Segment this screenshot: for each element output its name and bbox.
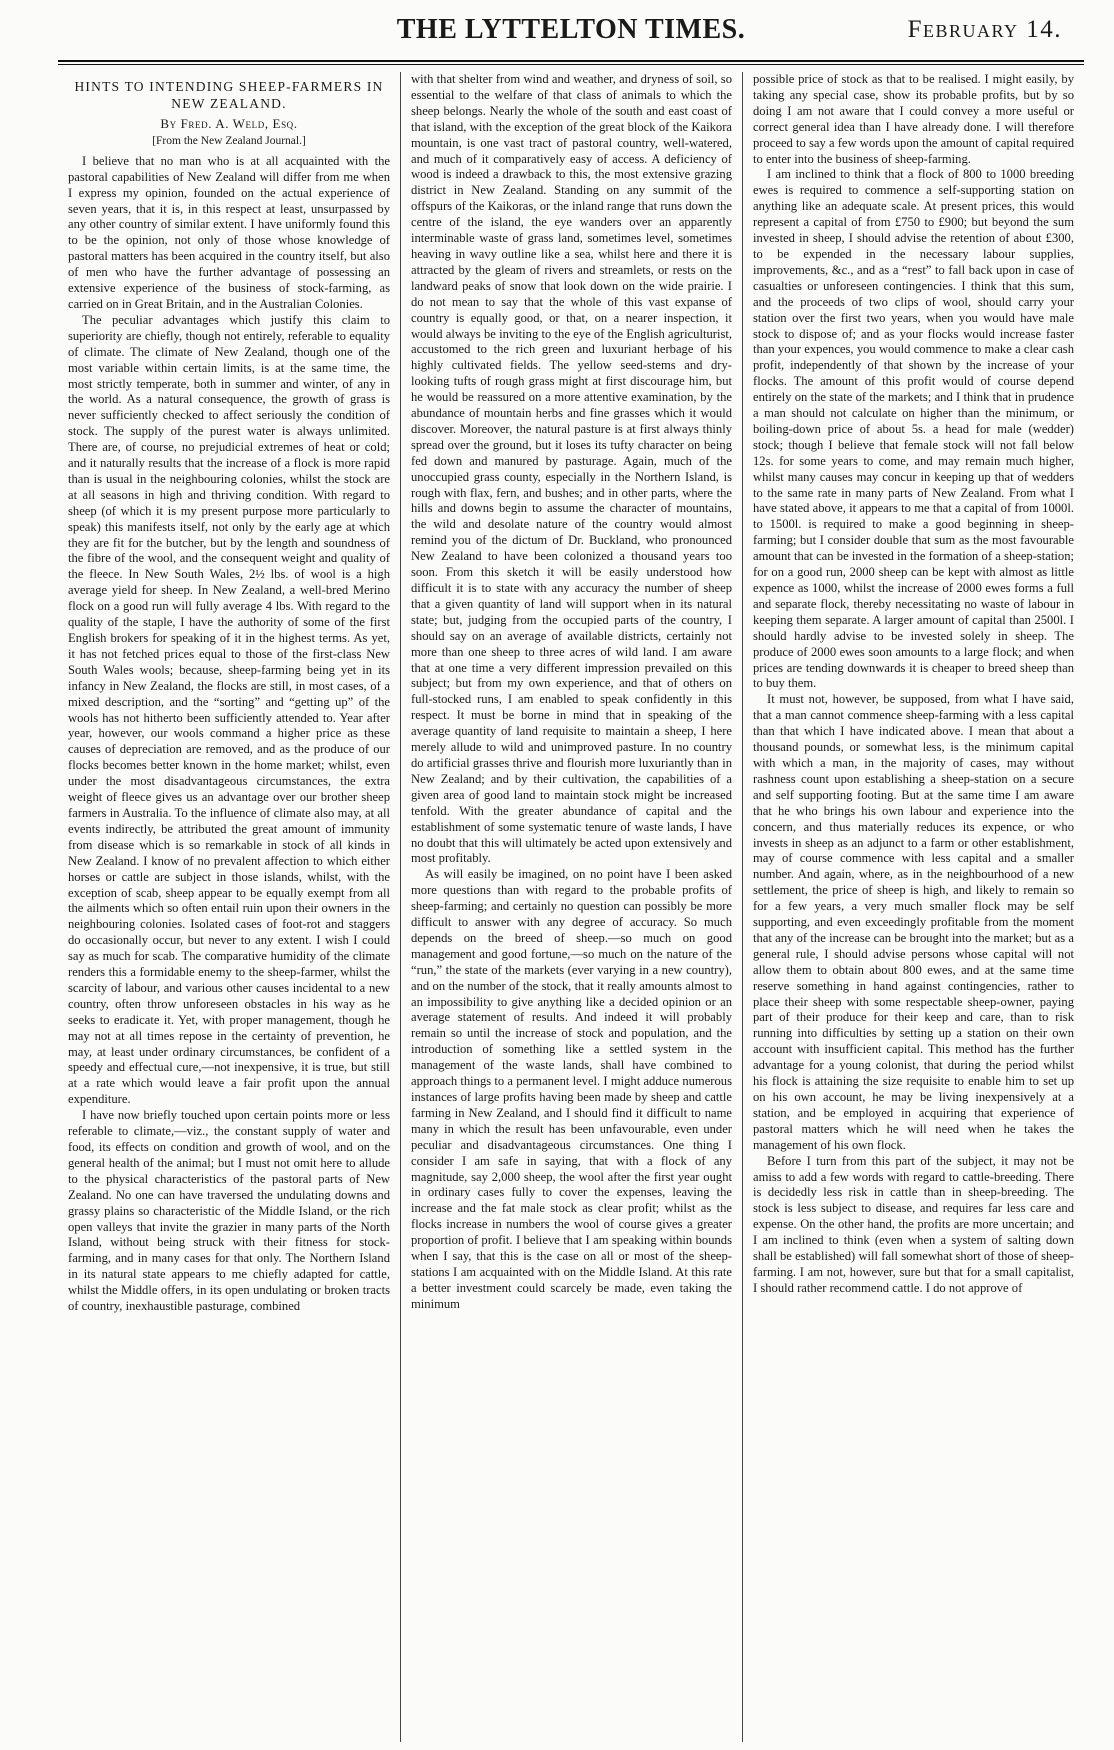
masthead-rule — [58, 60, 1084, 62]
masthead-rule-thin — [58, 64, 1084, 65]
paragraph: It must not, however, be supposed, from what I have said, that a man cannot commence sheep-farming with a less capital than that which I have indicated above. I mean that about a thousand pounds, or somewhat less, is the minimum capital with which a man, in the majority of cases, may without rashness count upon establishing a sheep-station on a secure and self supporting footing. But at the same time I am aware that he who brings his own labour and experience into the concern, and thus materially reduces its expence, or who invests in sheep as an adjunct to a farm or other establishment, may of course commence with less capital and a smaller number. And again, where, as in the neighbourhood of a new settlement, the price of sheep is high, and likely to remain so for a few years, a very much smaller flock may be self supporting, and even exceedingly profitable from the moment that any of the increase can be brought into the market; but as a general rule, I should advise persons whose capital will not allow them to obtain about 800 ewes, and at the same time reserve something in hand against contingencies, rather to place their sheep with some respectable sheep-owner, paying part of their produce for their keep and care, than to risk running into difficulties by setting up a station on their own account with insufficient capital. This method has the further advantage for a young colonist, that during the period whilst his flock is attaining the size requisite to enable him to set up on his own account, he may be living inexpensively at a station, and be employed in acquiring that experience of pastoral matters which he will need when he takes the management of his own flock. — [753, 692, 1074, 1152]
column-3 — [742, 72, 1084, 1742]
issue-date: February 14. — [907, 16, 1062, 43]
article-source: [From the New Zealand Journal.] — [152, 134, 306, 147]
article-title: HINTS TO INTENDING SHEEP-FARMERS IN NEW ZEALAND. — [74, 79, 384, 111]
article-columns — [58, 72, 1084, 1742]
paragraph: Before I turn from this part of the subject, it may not be amiss to add a few words with regard to cattle-breeding. There is decidedly less risk in cattle than in sheep-breeding. The stock is less subject to disease, and requires far less care and expense. On the other hand, the profits are more uncertain; and I am inclined to think (even when a system of salting down shall be established) will fall somewhat short of those of sheep-farming. I am not, however, sure but that for a small capitalist, I should rather recommend cattle. I do not approve of — [753, 1153, 1074, 1295]
paragraph: with that shelter from wind and weather, and dryness of soil, so essential to the welfare of that class of animals to which the sheep belongs. Nearly the whole of the south and east coast of that island, with the exception of the great block of the Kaikora mountain, is one vast tract of pastoral country, well-watered, and much of it comparatively easy of access. A deficiency of wood is indeed a drawback to this, the most extensive grazing district in New Zealand. Standing on any summit of the offspurs of the Kaikoras, or the inland range that runs down the centre of the island, the eye wanders over an apparently interminable waste of grass land, sometimes level, sometimes heaving in wavy outline like a sea, whilst here and there it is attracted by the gleam of rivers and streamlets, or rests on the landward peaks of snow that look down on the wide prairie. I do not mean to say that the whole of this vast expanse of country is equally good, or that, on a nearer inspection, it would always be inviting to the eye of the English agriculturist, accustomed to the rich green and luxuriant herbage of his highly cultivated fields. The yellow seed-stems and dry-looking tufts of rough grass might at first discourage him, but he would be reassured on a more attentive examination, by the abundance of mountain herbs and fine grasses which it would discover. Moreover, the natural pasture is at first always thinly spread over the ground, but it loses its tufty character on being fed down and manured by pasturage. Again, much of the unoccupied grass county, especially in the Northern Island, is rough with flax, fern, and bushes; and in other parts, where the hills and downs begin to assume the character of mountains, the wild and desolate nature of the country would almost remind you of the dictum of Dr. Buckland, who pronounced New Zealand to have been colonized a thousand years too soon. From this sketch it will be easily understood how difficult it is to state with any accuracy the number of sheep that a given quantity of land will support when in its natural state; but, judging from the occupied parts of the country, I should say on an average of available districts, certainly not more than one sheep to three acres of wild land. I am aware that at one time a very different impression prevailed on this subject; but from my own experience, and that of others on full-stocked runs, I am enabled to speak confidently in this respect. It must be borne in mind that in speaking of the average quantity of land requisite to maintain a sheep, I here merely allude to wild and unimproved pasture. In no country do artificial grasses thrive and flourish more luxuriantly than in New Zealand; and by their cultivation, the capabilities of a given area of good land to maintain stock might be increased tenfold. With the greater abundance of capital and the establishment of some systematic tenure of waste lands, I have no doubt that this will ultimately be acted upon extensively and most profitably. — [411, 72, 732, 866]
paragraph: I have now briefly touched upon certain points more or less referable to climate,—viz., the constant supply of water and food, its effects on condition and growth of wool, and on the general health of the animal; but I must not omit here to allude to the physical characteristics of the pastoral parts of New Zealand. No one can have traversed the undulating downs and grassy plains so characteristic of the Middle Island, or the rich open valleys that invite the grazier in many parts of the North Island, without being struck with their fitness for stock-farming, and in many cases for that only. The Northern Island in its natural state appears to me chiefly adapted for cattle, whilst the Middle offers, in its open undulating or broken tracts of country, inexhaustible pasturage, combined — [68, 1108, 390, 1314]
newspaper-title: THE LYTTELTON TIMES. — [396, 14, 746, 45]
paragraph: I am inclined to think that a flock of 800 to 1000 breeding ewes is required to commence a self-supporting station on anything like an adequate scale. At present prices, this would represent a capital of from £750 to £900; but beyond the sum invested in sheep, I should advise the retention of about £300, to be expended in the necessary labour supplies, improvements, &c., and as a “rest” to fall back upon in case of casualties or unforeseen contingencies. I think that this sum, and the proceeds of two clips of wool, should carry your station over the first two years, when you would have male stock to dispose of; and as your flocks would increase faster than your expences, you would commence to make a clear cash profit, independently of that shown by the increase of your flocks. The amount of this profit would of course depend entirely on the state of the markets; and I think that in prudence a man should not calculate on higher than the minimum, or boiling-down price of about 5s. a head for male (wedder) stock; though I believe that female stock will not fall below 12s. for some years to come, and may remain much higher, whilst many causes may concur in keeping up that of wedders to the same rate in many parts of New Zealand. From what I have stated above, it appears to me that a capital of from 1000l. to 1500l. is required to make a good beginning in sheep-farming; but I consider double that sum as the most favourable amount that can be invested in the formation of a sheep-station; for on a good run, 2000 sheep can be kept with almost as little expence as 1000, whilst the increase of 2000 ewes forms a full and separate flock, thereby necessitating no waste of labour in keeping them separate. A larger amount of capital than 2500l. I should hardly advise to be invested solely in sheep. The produce of 2000 ewes soon amounts to a large flock; and when prices are tending downwards it is cheaper to breed sheep than to buy them. — [753, 167, 1074, 691]
paragraph: I believe that no man who is at all acquainted with the pastoral capabilities of New Zealand will differ from me when I express my opinion, founded on the actual experience of seven years, that it is, in this respect at least, unsurpassed by any other country of similar extent. I have uniformly found this to be the opinion, not only of those whose knowledge of pastoral matters has been acquired in the country itself, but also of men who have the further advantage of possessing an extensive experience of the business of stock-farming, as carried on in Great Britain, and in the Australian Colonies. — [68, 153, 390, 311]
paragraph: The peculiar advantages which justify this claim to superiority are chiefly, though not entirely, referable to equality of climate. The climate of New Zealand, though one of the most variable within certain limits, is at the same time, the most strictly temperate, both in summer and winter, of any in the world. As a natural consequence, the growth of grass is never sufficiently checked to affect seriously the condition of stock. The supply of the purest water is always unlimited. There are, of course, no prejudicial extremes of heat or cold; and it naturally results that the increase of a flock is more rapid than is usual in the neighbouring colonies, whilst the stock are at all seasons in high and thriving condition. With regard to sheep (of which it is my present purpose more particularly to speak) this manifests itself, not only by the early age at which they are fit for the butcher, but by the length and soundness of the fibre of the wool, and the consequent weight and quality of the fleece. In New South Wales, 2½ lbs. of wool is a high average yield for sheep. In New Zealand, a well-bred Merino flock on a good run will fully average 4 lbs. With regard to the quality of the staple, I have the authority of some of the first English brokers for speaking of it in the highest terms. As yet, it has not fetched prices equal to those of the first-class New South Wales wools; because, sheep-farming being yet in its infancy in New Zealand, the flocks are still, in most cases, of a mixed description, and the “sorting” and “getting up” of the wools has not hitherto been sufficiently attended to. Year after year, however, our wools command a higher price as these causes of depreciation are removed, and as the produce of our flocks becomes better known in the home market; whilst, even under the most disadvantageous circumstances, the extra weight of fleece gives us an advantage over our brother sheep farmers in Australia. To the influence of climate also may, at all events indirectly, be attributed the great amount of immunity from disease which is so remarkable in stock of all kinds in New Zealand. I know of no prevalent affection to which either horses or cattle are subject in those islands, whilst, with the exception of scab, sheep appear to be equally exempt from all the ailments which so often entail ruin upon their owners in the neighbouring colonies. Isolated cases of foot-rot and staggers do occasionally occur, but never to any extent. I wish I could say as much for scab. The comparative humidity of the climate renders this a formidable enemy to the sheep-farmer, whilst the scarcity of labour, and various other causes incidental to a new country, often throw unforeseen obstacles in his way as he seeks to eradicate it. Yet, with proper management, though he may not at all times repose in the certainty of prevention, he may, at least under ordinary circumstances, be confident of a speedy and effectual cure,—not inexpensive, it is true, but still at a rate which would leave a fair profit upon the annual expenditure. — [68, 312, 390, 1107]
column-1 — [58, 72, 400, 1742]
column-2 — [400, 72, 742, 1742]
article-byline: By Fred. A. Weld, Esq. — [160, 116, 298, 131]
masthead — [58, 0, 1084, 58]
paragraph: As will easily be imagined, on no point have I been asked more questions than with regard to the probable profits of sheep-farming; and certainly no question can possibly be more difficult to answer with any degree of accuracy. So much depends on the breed of sheep.—so much on good management and good fortune,—so much on the nature of the “run,” the state of the markets (ever varying in a new country), and on the number of the stock, that it really amounts almost to an impossibility to give anything like a decided opinion or an average statement of results. And indeed it will probably remain so until the increase of stock and population, and the introduction of something like a settled system in the management of the waste lands, shall have combined to approach things to a permanent level. I might adduce numerous instances of large profits having been made by sheep and cattle farming in New Zealand, and I should find it difficult to name many in which the result has been unfavourable, even under peculiar and disadvantageous circumstances. One thing I consider I am safe in saying, that with a flock of any magnitude, say 2,000 sheep, the wool after the first year ought in ordinary cases fully to cover the expenses, leaving the increase and the fat male stock as clear profit; whilst as the flocks increase in numbers the wool of course gives a greater proportion of profit. I believe that I am speaking within bounds when I say, that this is the case on all or most of the sheep-stations I am acquainted with on the Middle Island. At this rate a better investment could scarcely be made, even taking the minimum — [411, 867, 732, 1311]
paragraph: possible price of stock as that to be realised. I might easily, by taking any special case, show its probable profits, but by so doing I am not aware that I could convey a more useful or correct general idea than I have already done. I will therefore proceed to say a few words upon the amount of capital required to enter into the business of sheep-farming. — [753, 72, 1074, 166]
